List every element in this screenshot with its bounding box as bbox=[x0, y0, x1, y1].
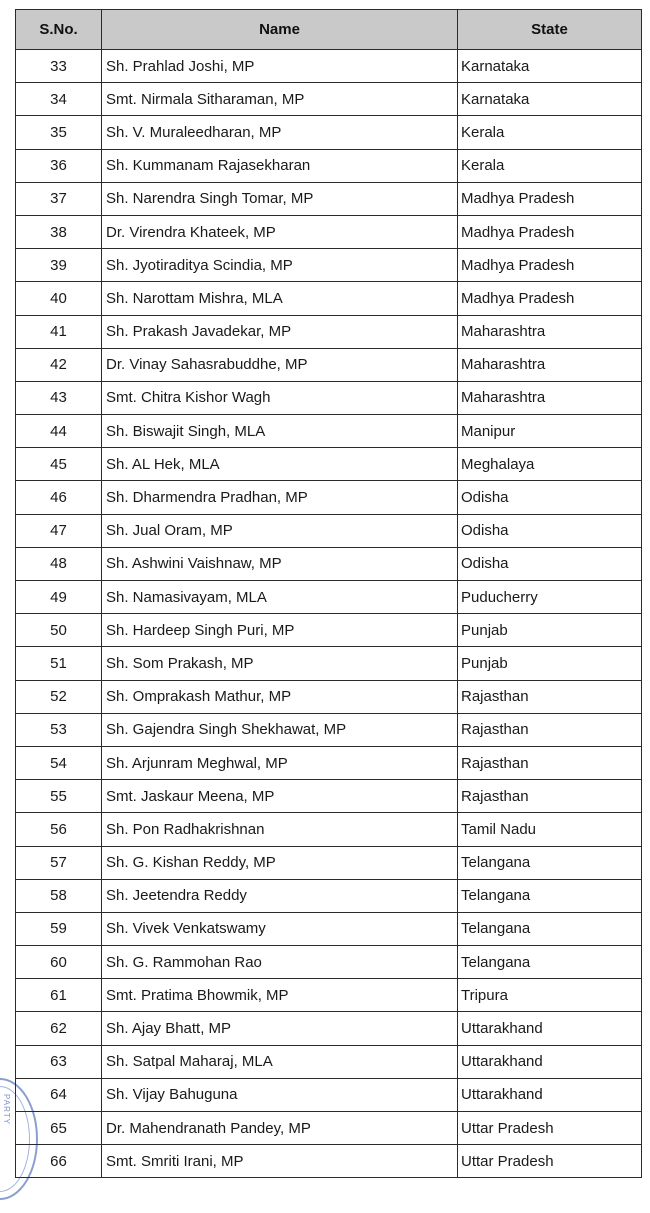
table-row bbox=[16, 780, 642, 813]
cell-sno: 58 bbox=[16, 879, 102, 912]
table-row bbox=[16, 1012, 642, 1045]
table-row bbox=[16, 1145, 642, 1178]
cell-state: Madhya Pradesh bbox=[458, 282, 642, 315]
cell-state: Kerala bbox=[458, 149, 642, 182]
cell-name: Sh. Prakash Javadekar, MP bbox=[102, 315, 458, 348]
cell-name: Sh. Som Prakash, MP bbox=[102, 647, 458, 680]
cell-sno: 61 bbox=[16, 979, 102, 1012]
cell-state: Karnataka bbox=[458, 50, 642, 83]
cell-sno: 65 bbox=[16, 1112, 102, 1145]
cell-sno: 57 bbox=[16, 846, 102, 879]
cell-name: Sh. Narendra Singh Tomar, MP bbox=[102, 182, 458, 215]
cell-state: Rajasthan bbox=[458, 680, 642, 713]
cell-sno: 41 bbox=[16, 315, 102, 348]
table-row bbox=[16, 514, 642, 547]
cell-sno: 50 bbox=[16, 614, 102, 647]
cell-sno: 47 bbox=[16, 514, 102, 547]
cell-sno: 55 bbox=[16, 780, 102, 813]
cell-sno: 43 bbox=[16, 381, 102, 414]
cell-name: Smt. Chitra Kishor Wagh bbox=[102, 381, 458, 414]
cell-state: Rajasthan bbox=[458, 713, 642, 746]
cell-name: Sh. Biswajit Singh, MLA bbox=[102, 415, 458, 448]
cell-sno: 40 bbox=[16, 282, 102, 315]
cell-state: Maharashtra bbox=[458, 348, 642, 381]
members-table bbox=[15, 9, 642, 1178]
cell-state: Kerala bbox=[458, 116, 642, 149]
cell-name: Dr. Vinay Sahasrabuddhe, MP bbox=[102, 348, 458, 381]
column-header-name: Name bbox=[102, 10, 458, 50]
cell-name: Sh. Kummanam Rajasekharan bbox=[102, 149, 458, 182]
cell-state: Punjab bbox=[458, 647, 642, 680]
cell-sno: 63 bbox=[16, 1045, 102, 1078]
table-row bbox=[16, 50, 642, 83]
table-row bbox=[16, 713, 642, 746]
header-row bbox=[16, 10, 642, 50]
cell-state: Madhya Pradesh bbox=[458, 182, 642, 215]
cell-state: Uttar Pradesh bbox=[458, 1112, 642, 1145]
cell-name: Smt. Nirmala Sitharaman, MP bbox=[102, 83, 458, 116]
table-row bbox=[16, 282, 642, 315]
cell-state: Punjab bbox=[458, 614, 642, 647]
cell-state: Uttarakhand bbox=[458, 1078, 642, 1111]
table-row bbox=[16, 614, 642, 647]
table-body bbox=[16, 50, 642, 1178]
table-row bbox=[16, 746, 642, 779]
table-row bbox=[16, 448, 642, 481]
cell-name: Sh. AL Hek, MLA bbox=[102, 448, 458, 481]
cell-state: Odisha bbox=[458, 547, 642, 580]
table-row bbox=[16, 1078, 642, 1111]
table-row bbox=[16, 581, 642, 614]
cell-sno: 59 bbox=[16, 912, 102, 945]
cell-name: Dr. Mahendranath Pandey, MP bbox=[102, 1112, 458, 1145]
table-row bbox=[16, 846, 642, 879]
cell-state: Tamil Nadu bbox=[458, 813, 642, 846]
cell-name: Sh. Narottam Mishra, MLA bbox=[102, 282, 458, 315]
table-header bbox=[16, 10, 642, 50]
cell-name: Sh. Pon Radhakrishnan bbox=[102, 813, 458, 846]
cell-name: Sh. Satpal Maharaj, MLA bbox=[102, 1045, 458, 1078]
cell-name: Sh. Vivek Venkatswamy bbox=[102, 912, 458, 945]
table-row bbox=[16, 215, 642, 248]
table-row bbox=[16, 149, 642, 182]
cell-state: Telangana bbox=[458, 846, 642, 879]
cell-sno: 42 bbox=[16, 348, 102, 381]
table-row bbox=[16, 348, 642, 381]
table-row bbox=[16, 381, 642, 414]
table-row bbox=[16, 249, 642, 282]
cell-state: Meghalaya bbox=[458, 448, 642, 481]
cell-sno: 62 bbox=[16, 1012, 102, 1045]
cell-sno: 54 bbox=[16, 746, 102, 779]
cell-sno: 53 bbox=[16, 713, 102, 746]
cell-state: Uttarakhand bbox=[458, 1045, 642, 1078]
table-row bbox=[16, 946, 642, 979]
cell-state: Telangana bbox=[458, 912, 642, 945]
cell-state: Telangana bbox=[458, 879, 642, 912]
cell-name: Sh. Arjunram Meghwal, MP bbox=[102, 746, 458, 779]
cell-sno: 48 bbox=[16, 547, 102, 580]
cell-state: Puducherry bbox=[458, 581, 642, 614]
cell-sno: 49 bbox=[16, 581, 102, 614]
cell-state: Karnataka bbox=[458, 83, 642, 116]
table-row bbox=[16, 547, 642, 580]
table-row bbox=[16, 116, 642, 149]
cell-name: Sh. Jeetendra Reddy bbox=[102, 879, 458, 912]
table-row bbox=[16, 315, 642, 348]
table-row bbox=[16, 182, 642, 215]
cell-name: Sh. Hardeep Singh Puri, MP bbox=[102, 614, 458, 647]
table-row bbox=[16, 1045, 642, 1078]
cell-sno: 46 bbox=[16, 481, 102, 514]
cell-name: Sh. Ashwini Vaishnaw, MP bbox=[102, 547, 458, 580]
cell-sno: 66 bbox=[16, 1145, 102, 1178]
cell-name: Smt. Pratima Bhowmik, MP bbox=[102, 979, 458, 1012]
cell-sno: 51 bbox=[16, 647, 102, 680]
cell-sno: 39 bbox=[16, 249, 102, 282]
seal-text: PARTY bbox=[2, 1094, 11, 1125]
cell-name: Sh. G. Kishan Reddy, MP bbox=[102, 846, 458, 879]
cell-name: Sh. Omprakash Mathur, MP bbox=[102, 680, 458, 713]
cell-sno: 33 bbox=[16, 50, 102, 83]
table-row bbox=[16, 1112, 642, 1145]
cell-sno: 45 bbox=[16, 448, 102, 481]
cell-sno: 56 bbox=[16, 813, 102, 846]
cell-state: Uttarakhand bbox=[458, 1012, 642, 1045]
cell-name: Sh. Dharmendra Pradhan, MP bbox=[102, 481, 458, 514]
cell-state: Uttar Pradesh bbox=[458, 1145, 642, 1178]
cell-state: Maharashtra bbox=[458, 381, 642, 414]
cell-sno: 64 bbox=[16, 1078, 102, 1111]
cell-name: Sh. Jyotiraditya Scindia, MP bbox=[102, 249, 458, 282]
cell-sno: 60 bbox=[16, 946, 102, 979]
cell-state: Madhya Pradesh bbox=[458, 249, 642, 282]
cell-sno: 35 bbox=[16, 116, 102, 149]
table-row bbox=[16, 647, 642, 680]
table-row bbox=[16, 879, 642, 912]
cell-sno: 34 bbox=[16, 83, 102, 116]
cell-state: Rajasthan bbox=[458, 780, 642, 813]
cell-name: Smt. Smriti Irani, MP bbox=[102, 1145, 458, 1178]
cell-state: Odisha bbox=[458, 481, 642, 514]
cell-name: Sh. Gajendra Singh Shekhawat, MP bbox=[102, 713, 458, 746]
column-header-state: State bbox=[458, 10, 642, 50]
cell-name: Sh. Prahlad Joshi, MP bbox=[102, 50, 458, 83]
cell-state: Manipur bbox=[458, 415, 642, 448]
cell-name: Sh. V. Muraleedharan, MP bbox=[102, 116, 458, 149]
table-row bbox=[16, 813, 642, 846]
cell-name: Sh. G. Rammohan Rao bbox=[102, 946, 458, 979]
table-row bbox=[16, 680, 642, 713]
cell-name: Sh. Namasivayam, MLA bbox=[102, 581, 458, 614]
cell-sno: 52 bbox=[16, 680, 102, 713]
cell-state: Maharashtra bbox=[458, 315, 642, 348]
cell-sno: 36 bbox=[16, 149, 102, 182]
members-table-container bbox=[15, 9, 641, 1178]
cell-state: Tripura bbox=[458, 979, 642, 1012]
table-row bbox=[16, 415, 642, 448]
table-row bbox=[16, 979, 642, 1012]
cell-name: Sh. Jual Oram, MP bbox=[102, 514, 458, 547]
cell-state: Odisha bbox=[458, 514, 642, 547]
cell-state: Rajasthan bbox=[458, 746, 642, 779]
table-row bbox=[16, 912, 642, 945]
cell-name: Dr. Virendra Khateek, MP bbox=[102, 215, 458, 248]
cell-name: Smt. Jaskaur Meena, MP bbox=[102, 780, 458, 813]
cell-state: Telangana bbox=[458, 946, 642, 979]
cell-name: Sh. Vijay Bahuguna bbox=[102, 1078, 458, 1111]
cell-sno: 38 bbox=[16, 215, 102, 248]
column-header-sno: S.No. bbox=[16, 10, 102, 50]
cell-sno: 44 bbox=[16, 415, 102, 448]
table-row bbox=[16, 481, 642, 514]
cell-name: Sh. Ajay Bhatt, MP bbox=[102, 1012, 458, 1045]
cell-state: Madhya Pradesh bbox=[458, 215, 642, 248]
table-row bbox=[16, 83, 642, 116]
cell-sno: 37 bbox=[16, 182, 102, 215]
